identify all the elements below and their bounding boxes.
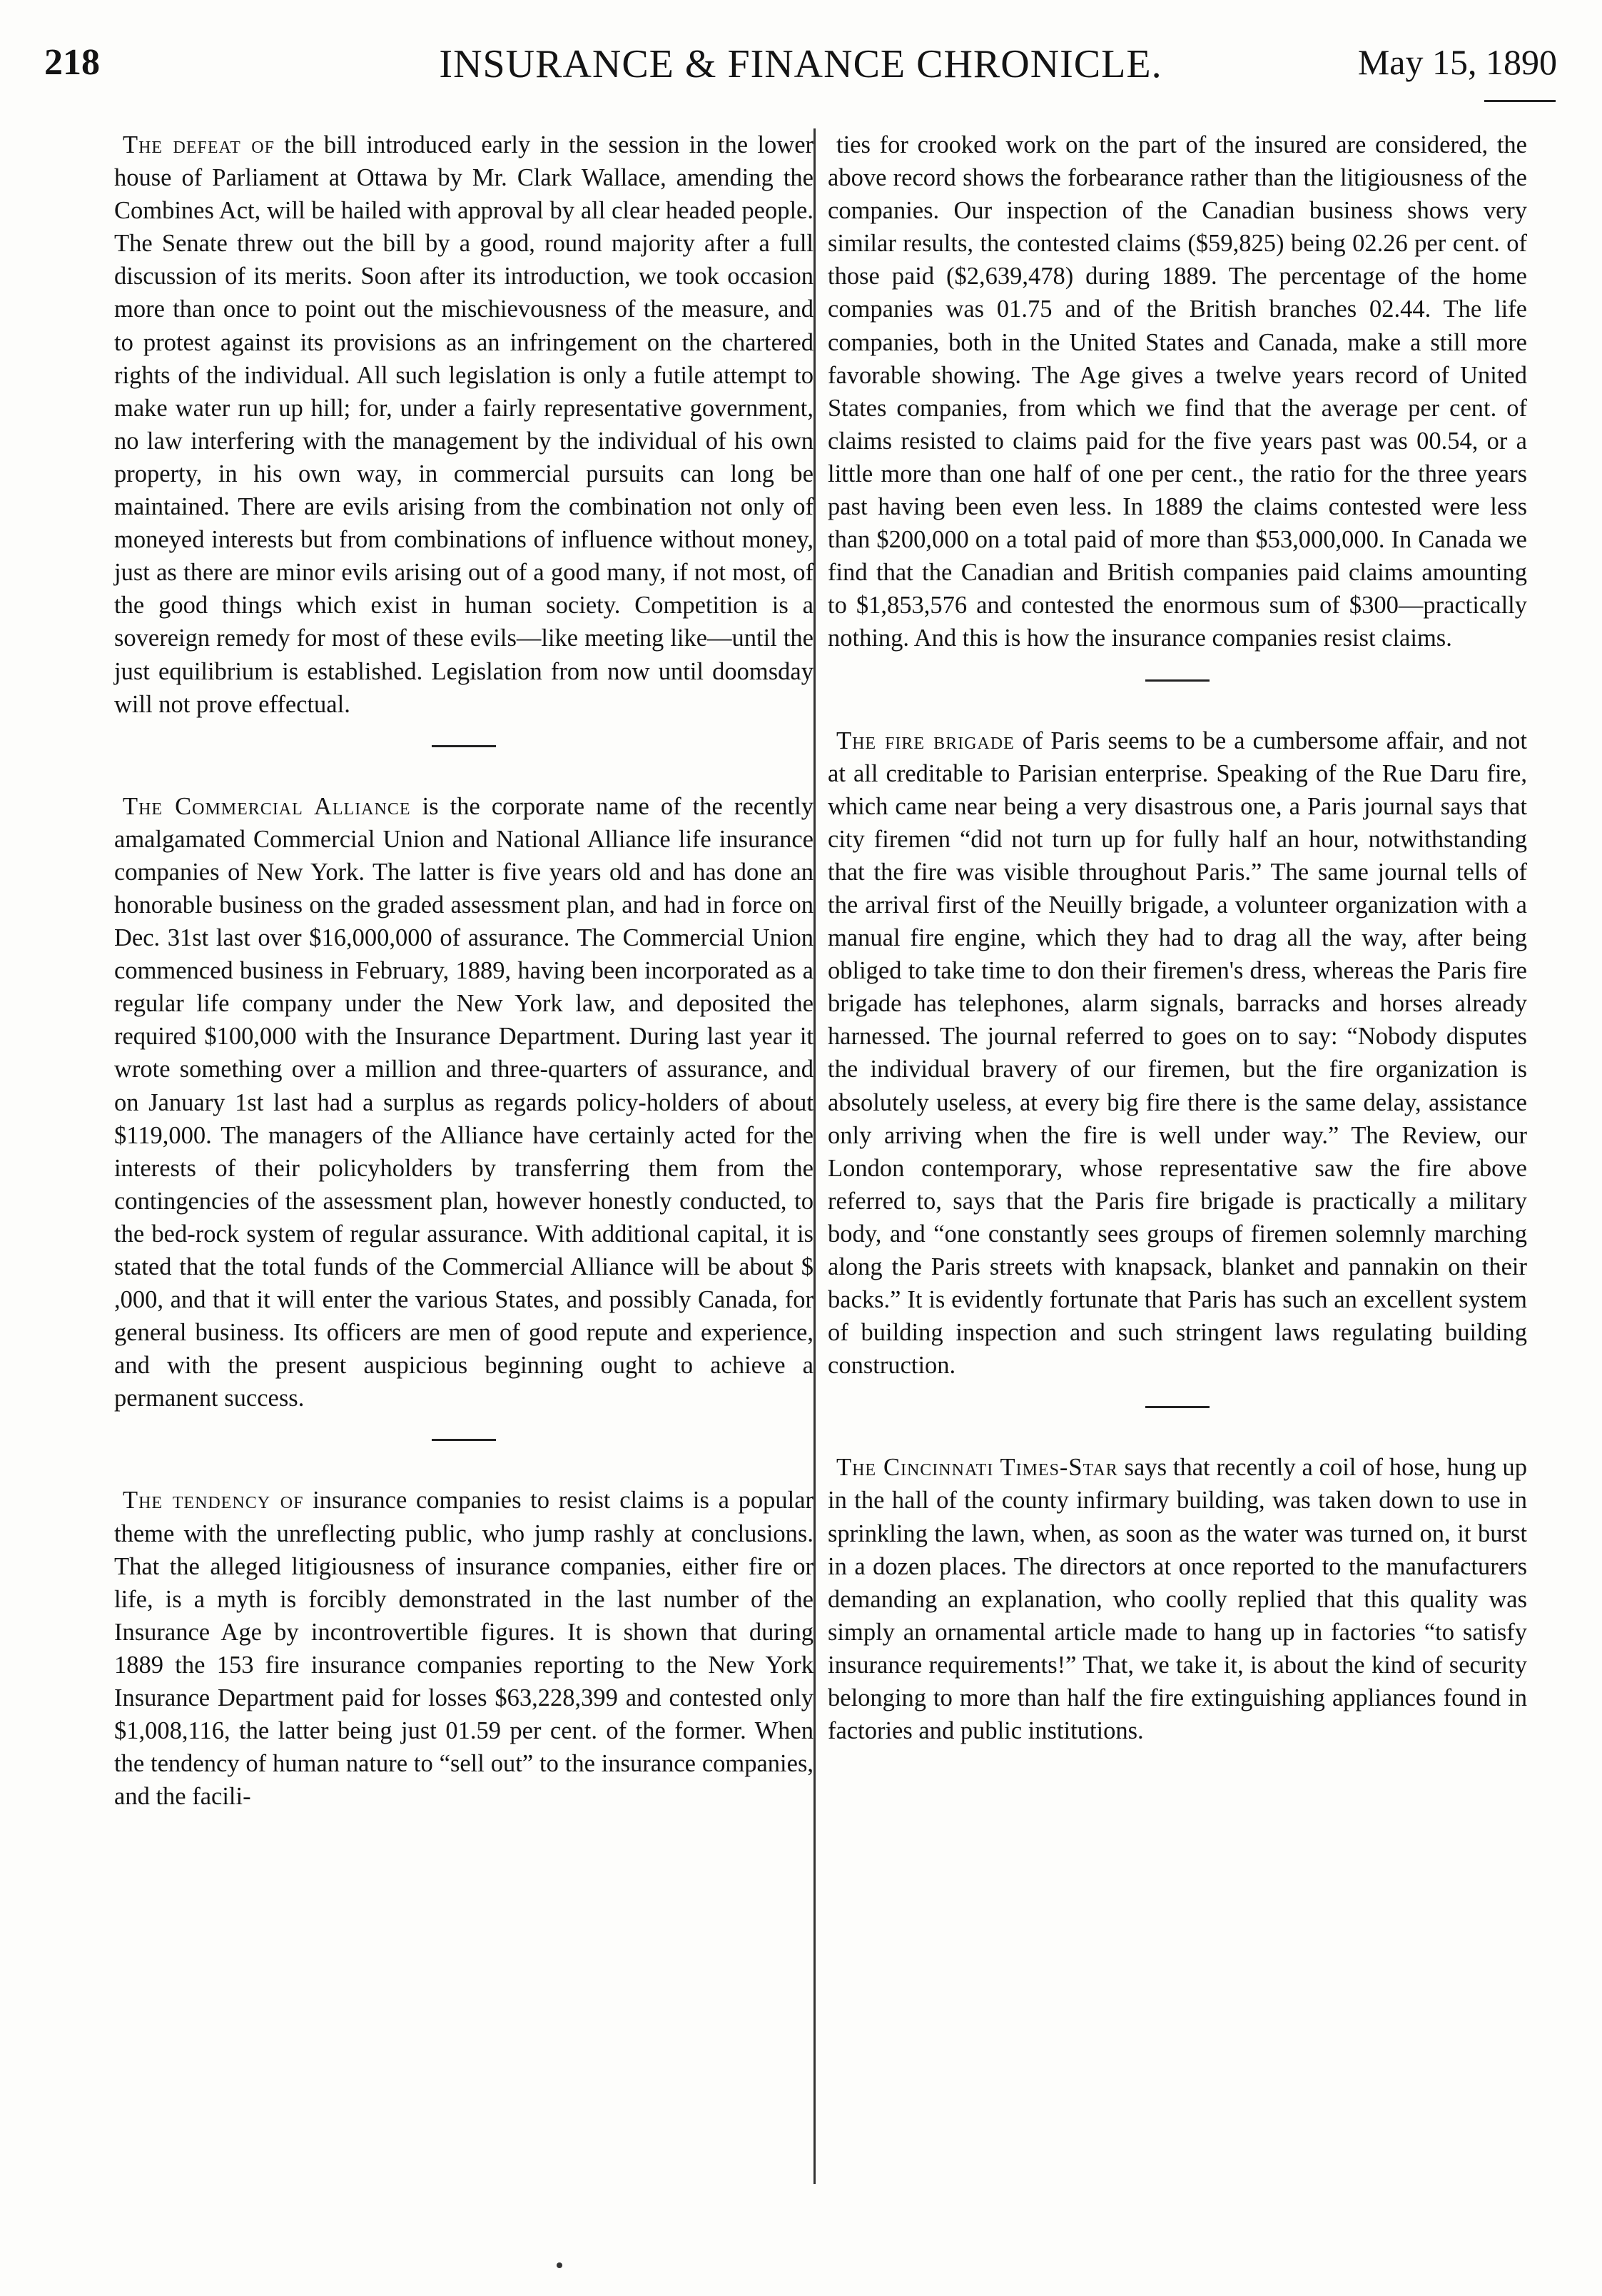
article-commercial-alliance [114, 790, 813, 1415]
article-lead: The Commercial Alliance [123, 792, 411, 820]
page-header [44, 41, 1557, 91]
article-combines-act [114, 128, 813, 721]
article-body: says that recently a coil of hose, hung up in the hall of the county infirmary building, was taken down to use in sprinkling the lawn, when, as soon as the water was turned on, it burst in a dozen places. The directors at once reported to the manufacturers demanding an explanation, who coolly replied that this quality was simply an ornamental article made to hang up in factories “to satisfy insurance requirements!” That, we take it, is about the kind of security belonging to more than half the fire extinguishing appliances found in factories and public institutions. [828, 1454, 1527, 1745]
article-tendency-to-resist-claims [114, 1484, 813, 1813]
article-body: ties for crooked work on the part of the insured are considered, the above record shows the forbearance rather than the litigiousness of the companies. Our inspection of the Canadian business shows very similar results, the contested claims ($59,825) being 02.26 per cent. of those paid ($2,639,478) during 1889. The percentage of the home companies was 01.75 and of the British branches 02.44. The life companies, both in the United States and Canada, make a still more favorable showing. The Age gives a twelve years record of United States companies, from which we find that the average per cent. of claims resisted to claims paid for the five years past was 00.54, or a little more than one half of one per cent., the ratio for the three years past having been even less. In 1889 the claims contested were less than $200,000 on a total paid of more than $53,000,000. In Canada we find that the Canadian and British companies paid claims amounting to $1,853,576 and contested the enormous sum of $300—practically nothing. And this is how the insurance companies resist claims. [828, 131, 1527, 652]
article-body: is the corporate name of the recently amalgamated Commercial Union and National Alliance life insurance companies of New York. The latter is five years old and has done an honorable business on the graded assessment plan, and had in force on Dec. 31st last over $16,000,000 of assurance. The Commercial Union commenced business in February, 1889, having been incorporated as a regular life company under the New York law, and deposited the required $100,000 with the Insurance Department. During last year it wrote something over a million and three-quarters of assurance, and on January 1st last had a surplus as regards policy-holders of about $119,000. The managers of the Alliance have certainly acted for the interests of their policyholders by transferring them from the contingencies of the assessment plan, however honestly conducted, to the bed-rock system of regular assurance. With additional capital, it is stated that the total funds of the Commercial Alliance will be about $ ,000, and that it will enter the various States, and possibly Canada, for general business. Its officers are men of good repute and experience, and with the present auspicious beginning ought to achieve a permanent success. [114, 792, 813, 1412]
article-separator [432, 1439, 496, 1441]
article-lead: The Cincinnati Times-Star [836, 1454, 1118, 1482]
page-number: 218 [44, 42, 100, 83]
right-column [828, 128, 1527, 1747]
article-separator [1145, 1406, 1210, 1408]
issue-date: May 15, 1890 [1357, 42, 1557, 82]
page-title: INSURANCE & FINANCE CHRONICLE. [439, 42, 1162, 86]
article-lead: The defeat of [123, 131, 275, 158]
article-paris-fire-brigade [828, 724, 1527, 1382]
article-body: the bill introduced early in the session in the lower house of Parliament at Ottawa by Mr. Clark Wallace, amending the Combines Act, will be hailed with approval by all clear headed people. The Senate threw out the bill by a good, round majority after a full discussion of its merits. Soon after its introduction, we took occasion more than once to point out the mischievousness of the measure, and to protest against its provisions as an infringement on the chartered rights of the individual. All such legislation is only a futile attempt to make water run up hill; for, under a fairly representative government, no law interfering with the management by the individual of his own property, in his own way, in commercial pursuits can long be maintained. There are evils arising from the combination not only of moneyed interests but from combinations of influence without money, just as there are minor evils arising out of a good many, if not most, of the good things which exist in human society. Competition is a sovereign remedy for most of these evils—like meeting like—until the just equilibrium is established. Legislation from now until doomsday will not prove effectual. [114, 131, 814, 718]
print-mark [557, 2262, 562, 2268]
article-cincinnati-hose [828, 1451, 1527, 1747]
header-rule [1484, 100, 1556, 102]
article-body: insurance companies to resist claims is a popular theme with the unreflecting public, who jump rashly at conclusions. That the alleged litigiousness of insurance companies, either fire or life, is a myth is forcibly demonstrated in the last number of the Insurance Age by incontrovertible figures. It is shown that during 1889 the 153 fire insurance companies reporting to the New York Insurance Department paid for losses $63,228,399 and contested only $1,008,116, the latter being just 01.59 per cent. of the former. When the tendency of human nature to “sell out” to the insurance companies, and the facili- [114, 1487, 813, 1811]
article-body: of Paris seems to be a cumbersome affair, and not at all creditable to Parisian enterprise. Speaking of the Rue Daru fire, which came near being a very disastrous one, a Paris journal says that city firemen “did not turn up for fully half an hour, notwithstanding that the fire was visible throughout Paris.” The same journal tells of the arrival first of the Neuilly brigade, a volunteer organization with a manual fire engine, which they had to drag all the way, after being obliged to take time to don their firemen's dress, whereas the Paris fire brigade has telephones, alarm signals, barracks and horses already harnessed. The journal referred to goes on to say: “Nobody disputes the individual bravery of our firemen, but the fire organization is absolutely useless, at every big fire there is the same delay, assistance only arriving when the fire is well under way.” The Review, our London contemporary, whose representative saw the fire above referred to, says that the Paris fire brigade is practically a military body, and “one constantly sees groups of firemen solemnly marching along the Paris streets with knapsack, blanket and pannakin on their backs.” It is evidently fortunate that Paris has such an excellent system of building inspection and such stringent laws regulating building construction. [828, 727, 1527, 1380]
article-separator [432, 745, 496, 747]
article-separator [1145, 679, 1210, 682]
left-column [114, 128, 813, 1813]
column-rule [813, 128, 816, 2184]
article-lead: The tendency of [123, 1487, 304, 1514]
article-claims-continued [828, 128, 1527, 655]
article-lead: The fire brigade [836, 727, 1015, 754]
